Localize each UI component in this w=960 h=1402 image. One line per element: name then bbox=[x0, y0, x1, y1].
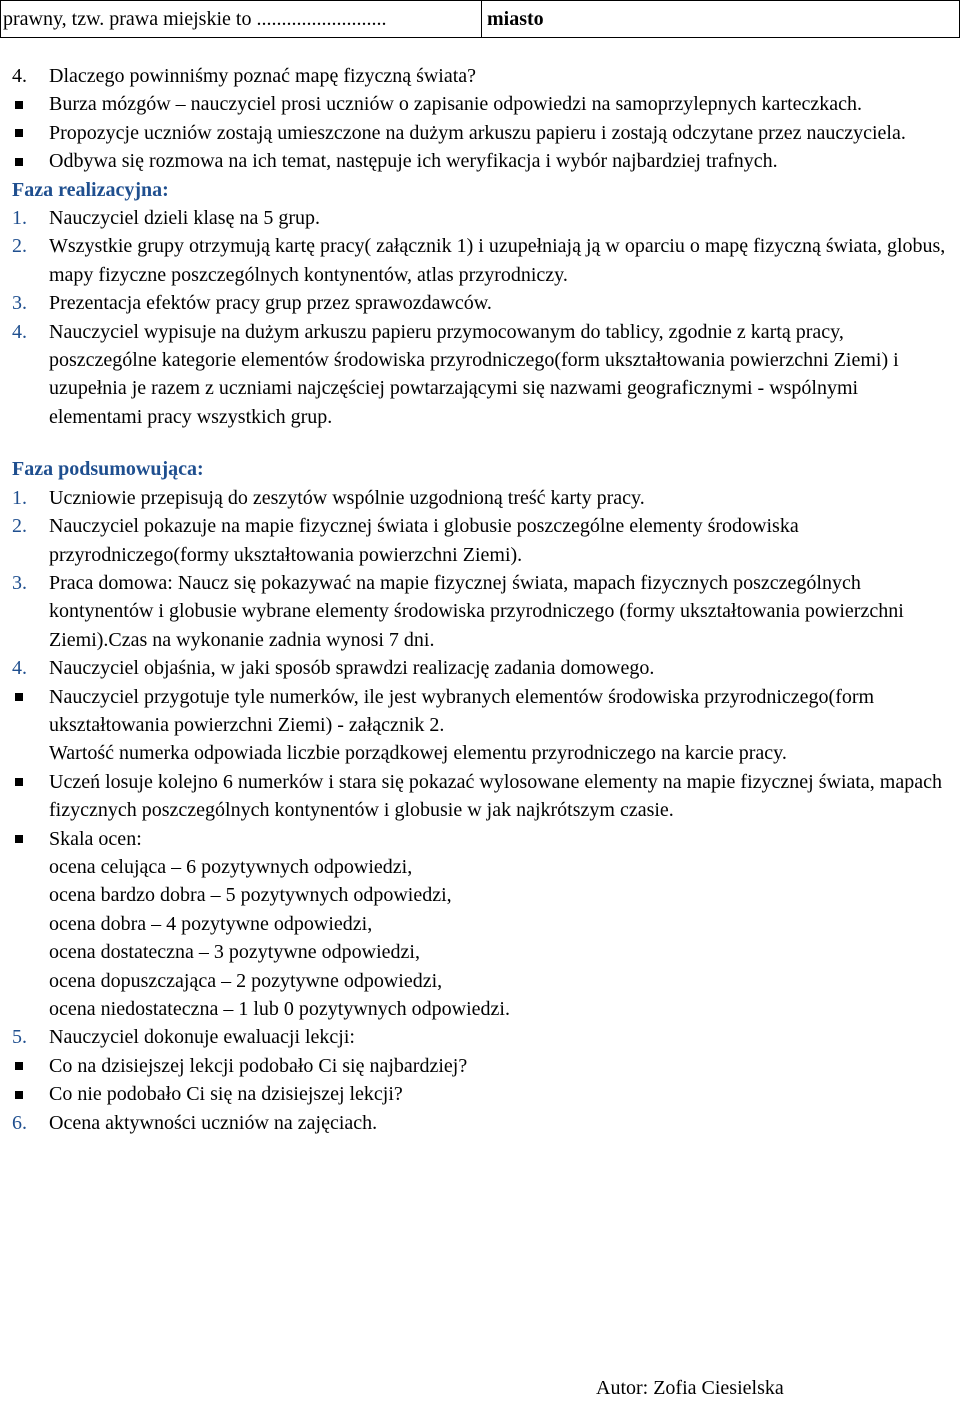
list-text: Dlaczego powinniśmy poznać mapę fizyczną świata? bbox=[49, 65, 477, 87]
list-text: Odbywa się rozmowa na ich temat, następuje ich weryfikacja i wybór najbardziej trafnych. bbox=[49, 150, 778, 173]
list-note: Wartość numerka odpowiada liczbie porządkowej elementu przyrodniczego na karcie pracy. bbox=[49, 742, 787, 765]
eval-bullet-1 bbox=[12, 1052, 950, 1080]
scale-line: ocena niedostateczna – 1 lub 0 pozytywnych odpowiedzi. bbox=[49, 998, 510, 1020]
bullet-prepare-numbers bbox=[12, 683, 950, 768]
intro-bullet-2 bbox=[12, 119, 950, 147]
heading-realization: Faza realizacyjna: bbox=[12, 178, 169, 201]
intro-bullet-1 bbox=[12, 90, 950, 118]
list-number: 5. bbox=[12, 1026, 27, 1049]
realization-item-1 bbox=[12, 204, 950, 232]
top-table-row bbox=[1, 1, 960, 38]
intro-bullet-3 bbox=[12, 147, 950, 175]
list-number: 6. bbox=[12, 1111, 27, 1134]
scale-line: ocena dopuszczająca – 2 pozytywne odpowiedzi, bbox=[49, 969, 443, 992]
document-body bbox=[12, 62, 950, 1137]
author-signature: Autor: Zofia Ciesielska bbox=[596, 1377, 784, 1399]
list-text: Ocena aktywności uczniów na zajęciach. bbox=[49, 1111, 378, 1134]
scale-line: ocena dostateczna – 3 pozytywne odpowiedzi, bbox=[49, 941, 420, 964]
bullet-draw-numbers bbox=[12, 768, 950, 825]
list-number: 4. bbox=[12, 65, 27, 87]
list-number: 4. bbox=[12, 657, 27, 680]
bullet-grading-scale bbox=[12, 825, 950, 1024]
list-text: Nauczyciel dokonuje ewaluacji lekcji: bbox=[49, 1026, 355, 1049]
list-text: Co na dzisiejszej lekcji podobało Ci się najbardziej? bbox=[49, 1054, 468, 1077]
top-table-left-cell: prawny, tzw. prawa miejskie to .......................... bbox=[1, 1, 482, 38]
realization-item-2 bbox=[12, 232, 950, 289]
bullet-square-icon bbox=[12, 683, 49, 711]
list-text: Nauczyciel przygotuje tyle numerków, ile jest wybranych elementów środowiska przyrodniczego(form ukształtowania powierzchni Ziemi) - załącznik 2. bbox=[49, 685, 875, 736]
list-text: Burza mózgów – nauczyciel prosi uczniów o zapisanie odpowiedzi na samoprzylepnych karteczkach. bbox=[49, 93, 863, 116]
realization-item-3 bbox=[12, 289, 950, 317]
summary-item-3 bbox=[12, 569, 950, 654]
list-text: Uczeń losuje kolejno 6 numerków i stara się pokazać wylosowane elementy na mapie fizycznej świata, mapach fizycznych poszczególnych kontynentów i globusie w jak najkrótszym czasie. bbox=[49, 770, 942, 822]
scale-line: ocena dobra – 4 pozytywne odpowiedzi, bbox=[49, 912, 373, 935]
top-table-right-cell: miasto bbox=[482, 1, 960, 38]
bullet-square-icon bbox=[12, 1052, 49, 1080]
list-text: Nauczyciel wypisuje na dużym arkuszu papieru przymocowanym do tablicy, zgodnie z kartą pracy, poszczególne kategorie elementów środowiska przyrodniczego(form ukształtowania powierzchni Ziemi) i uzupełnia je razem z uczniami najczęściej powtarzającymi się nazwami geograficznymi - wspólnymi elementami pracy wszystkich grup. bbox=[49, 320, 899, 428]
summary-item-5 bbox=[12, 1023, 950, 1051]
summary-item-4 bbox=[12, 654, 950, 682]
section-gap bbox=[12, 431, 950, 455]
list-text: Nauczyciel dzieli klasę na 5 grup. bbox=[49, 207, 320, 230]
list-number: 3. bbox=[12, 292, 27, 315]
list-number: 4. bbox=[12, 320, 27, 343]
top-table bbox=[0, 0, 960, 38]
summary-item-2 bbox=[12, 512, 950, 569]
list-text: Praca domowa: Naucz się pokazywać na mapie fizycznej świata, mapach fizycznych poszczególnych kontynentów i globusie wybrane elementy środowiska przyrodniczego (formy ukształtowania powierzchni Ziemi).Czas na wykonanie zadnia wynosi 7 dni. bbox=[49, 571, 904, 651]
list-text: Nauczyciel objaśnia, w jaki sposób sprawdzi realizację zadania domowego. bbox=[49, 657, 655, 680]
bullet-square-icon bbox=[12, 1080, 49, 1108]
summary-item-6 bbox=[12, 1109, 950, 1137]
list-text: Co nie podobało Ci się na dzisiejszej lekcji? bbox=[49, 1083, 403, 1106]
list-number: 1. bbox=[12, 207, 27, 230]
list-number: 3. bbox=[12, 571, 27, 594]
scale-title: Skala ocen: bbox=[49, 827, 142, 850]
summary-item-1 bbox=[12, 484, 950, 512]
list-text: Prezentacja efektów pracy grup przez sprawozdawców. bbox=[49, 292, 492, 315]
eval-bullet-2 bbox=[12, 1080, 950, 1108]
bullet-square-icon bbox=[12, 768, 49, 796]
heading-summary: Faza podsumowująca: bbox=[12, 458, 204, 481]
list-number: 2. bbox=[12, 515, 27, 538]
list-text: Propozycje uczniów zostają umieszczone na dużym arkuszu papieru i zostają odczytane przez nauczyciela. bbox=[49, 121, 906, 144]
list-text: Nauczyciel pokazuje na mapie fizycznej świata i globusie poszczególne elementy środowiska przyrodniczego(formy ukształtowania powierzchni Ziemi). bbox=[49, 515, 799, 566]
list-number: 2. bbox=[12, 235, 27, 258]
intro-question bbox=[12, 62, 950, 90]
list-text: Wszystkie grupy otrzymują kartę pracy( załącznik 1) i uzupełniają ją w oparciu o mapę fizyczną świata, globus, mapy fizyczne poszczególnych kontynentów, atlas przyrodniczy. bbox=[49, 235, 946, 286]
bullet-square-icon bbox=[12, 90, 49, 118]
bullet-square-icon bbox=[12, 147, 49, 175]
list-text: Uczniowie przepisują do zeszytów wspólnie uzgodnioną treść karty pracy. bbox=[49, 486, 645, 509]
scale-line: ocena bardzo dobra – 5 pozytywnych odpowiedzi, bbox=[49, 884, 452, 907]
scale-line: ocena celująca – 6 pozytywnych odpowiedzi, bbox=[49, 855, 413, 878]
list-number: 1. bbox=[12, 486, 27, 509]
bullet-square-icon bbox=[12, 825, 49, 853]
realization-item-4 bbox=[12, 318, 950, 432]
bullet-square-icon bbox=[12, 119, 49, 147]
